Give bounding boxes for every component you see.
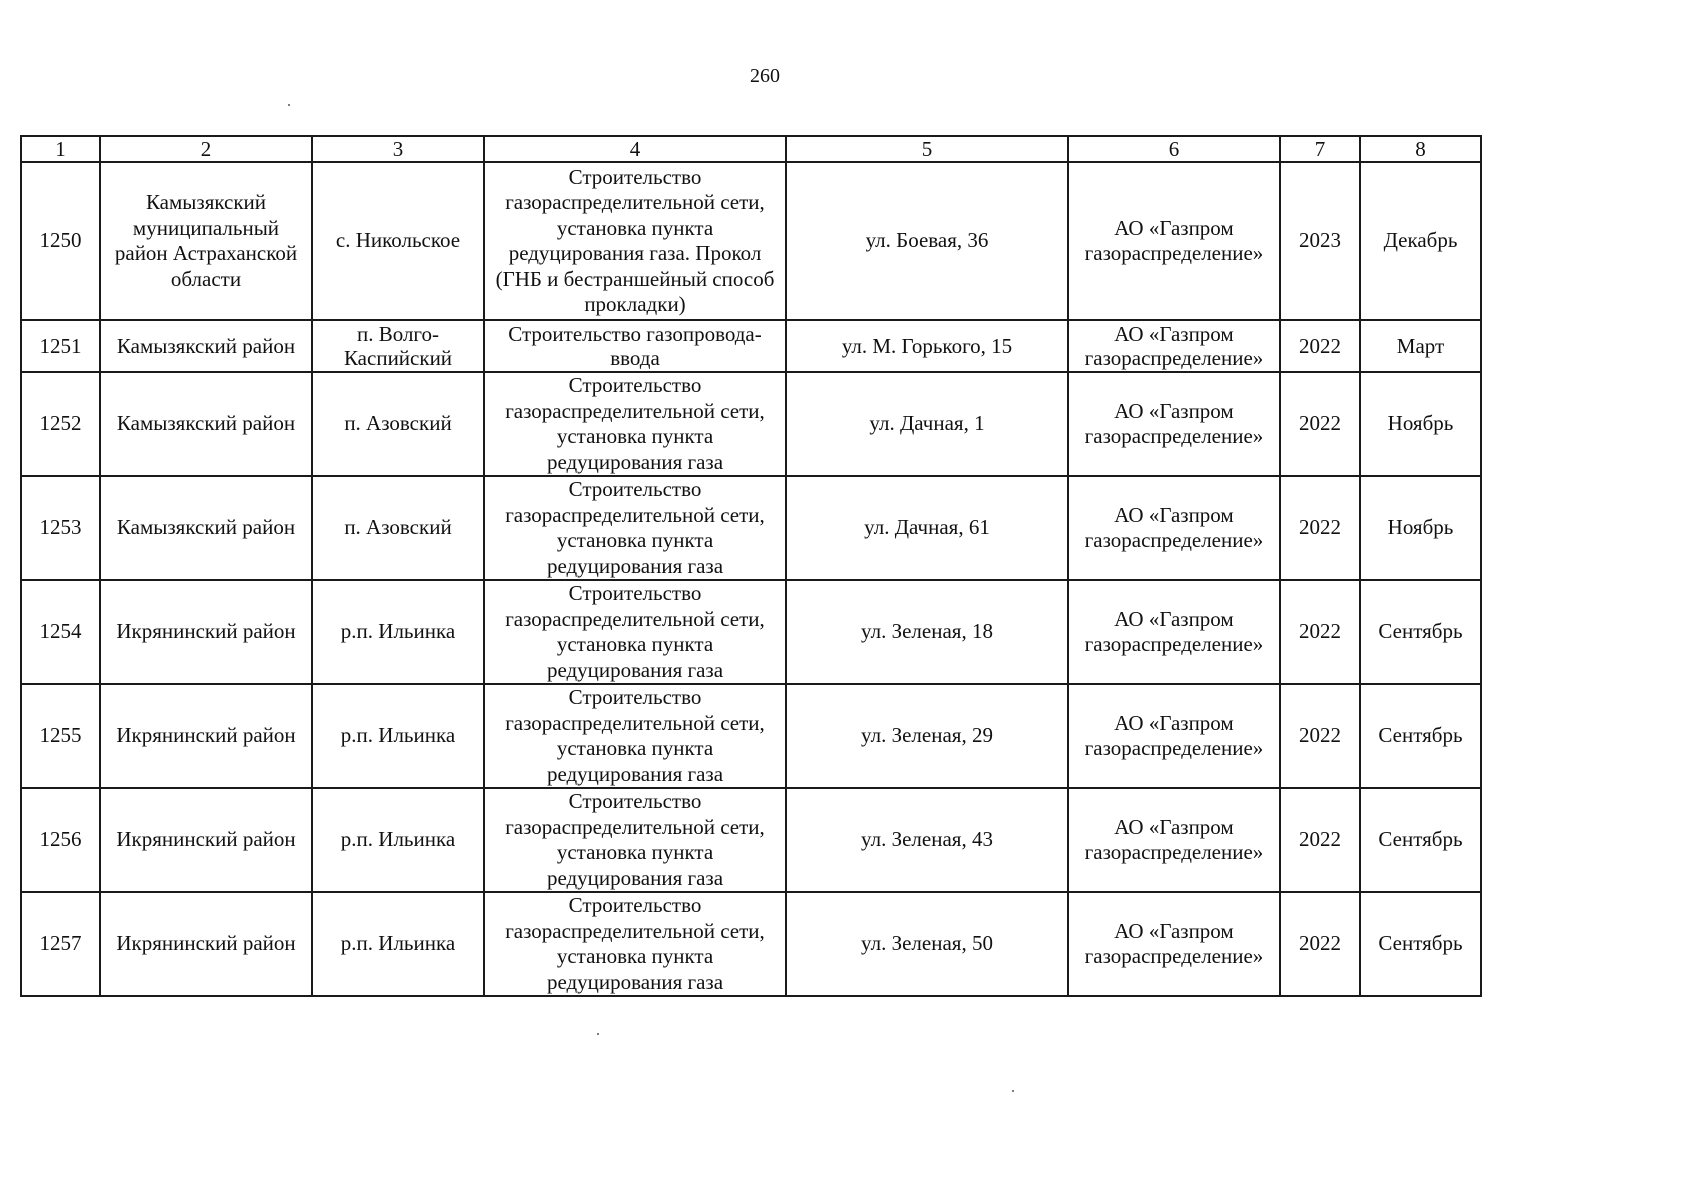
contractor-cell: АО «Газпром газораспределение» [1068,372,1280,476]
page-number: 260 [750,65,780,87]
district-cell: Камызякский муниципальный район Астраханской области [100,162,312,320]
address-cell: ул. Дачная, 61 [786,476,1068,580]
district-cell: Камызякский район [100,476,312,580]
year-cell: 2022 [1280,788,1360,892]
data-table [20,135,1482,997]
row-number-cell: 1254 [21,580,100,684]
column-header: 8 [1360,136,1481,162]
scan-speck [597,1033,599,1035]
row-number-cell: 1250 [21,162,100,320]
work-description-cell: Строительство газораспределительной сети, установка пункта редуцирования газа [484,684,786,788]
row-number-cell: 1251 [21,320,100,372]
table-row [21,320,1481,372]
contractor-cell: АО «Газпром газораспределение» [1068,320,1280,372]
year-cell: 2022 [1280,892,1360,996]
work-description-cell: Строительство газораспределительной сети, установка пункта редуцирования газа [484,788,786,892]
month-cell: Ноябрь [1360,476,1481,580]
year-cell: 2022 [1280,684,1360,788]
table-row [21,580,1481,684]
column-header: 5 [786,136,1068,162]
settlement-cell: п. Азовский [312,476,484,580]
month-cell: Сентябрь [1360,892,1481,996]
settlement-cell: п. Волго-Каспийский [312,320,484,372]
district-cell: Икрянинский район [100,788,312,892]
header-row [21,136,1481,162]
year-cell: 2022 [1280,372,1360,476]
year-cell: 2022 [1280,580,1360,684]
contractor-cell: АО «Газпром газораспределение» [1068,580,1280,684]
address-cell: ул. Зеленая, 50 [786,892,1068,996]
year-cell: 2022 [1280,320,1360,372]
month-cell: Ноябрь [1360,372,1481,476]
table-row [21,684,1481,788]
settlement-cell: р.п. Ильинка [312,580,484,684]
district-cell: Камызякский район [100,372,312,476]
column-header: 2 [100,136,312,162]
row-number-cell: 1253 [21,476,100,580]
month-cell: Сентябрь [1360,684,1481,788]
table-row [21,788,1481,892]
month-cell: Сентябрь [1360,580,1481,684]
scan-speck [1012,1090,1014,1092]
year-cell: 2023 [1280,162,1360,320]
table-row [21,372,1481,476]
table-row [21,892,1481,996]
scan-speck [288,104,290,106]
column-header: 6 [1068,136,1280,162]
address-cell: ул. Зеленая, 18 [786,580,1068,684]
table-row [21,476,1481,580]
work-description-cell: Строительство газораспределительной сети, установка пункта редуцирования газа [484,372,786,476]
table-row [21,162,1481,320]
month-cell: Декабрь [1360,162,1481,320]
work-description-cell: Строительство газораспределительной сети, установка пункта редуцирования газа. Прокол (ГНБ и бестраншейный способ прокладки) [484,162,786,320]
contractor-cell: АО «Газпром газораспределение» [1068,684,1280,788]
contractor-cell: АО «Газпром газораспределение» [1068,162,1280,320]
month-cell: Март [1360,320,1481,372]
work-description-cell: Строительство газораспределительной сети, установка пункта редуцирования газа [484,476,786,580]
address-cell: ул. Зеленая, 29 [786,684,1068,788]
month-cell: Сентябрь [1360,788,1481,892]
column-header: 4 [484,136,786,162]
column-header: 7 [1280,136,1360,162]
settlement-cell: п. Азовский [312,372,484,476]
row-number-cell: 1252 [21,372,100,476]
district-cell: Икрянинский район [100,892,312,996]
address-cell: ул. Дачная, 1 [786,372,1068,476]
row-number-cell: 1256 [21,788,100,892]
address-cell: ул. Боевая, 36 [786,162,1068,320]
settlement-cell: р.п. Ильинка [312,892,484,996]
column-header: 3 [312,136,484,162]
year-cell: 2022 [1280,476,1360,580]
contractor-cell: АО «Газпром газораспределение» [1068,788,1280,892]
work-description-cell: Строительство газораспределительной сети, установка пункта редуцирования газа [484,892,786,996]
row-number-cell: 1255 [21,684,100,788]
row-number-cell: 1257 [21,892,100,996]
address-cell: ул. М. Горького, 15 [786,320,1068,372]
settlement-cell: р.п. Ильинка [312,788,484,892]
address-cell: ул. Зеленая, 43 [786,788,1068,892]
column-header: 1 [21,136,100,162]
work-description-cell: Строительство газораспределительной сети, установка пункта редуцирования газа [484,580,786,684]
district-cell: Икрянинский район [100,684,312,788]
settlement-cell: с. Никольское [312,162,484,320]
contractor-cell: АО «Газпром газораспределение» [1068,476,1280,580]
district-cell: Икрянинский район [100,580,312,684]
contractor-cell: АО «Газпром газораспределение» [1068,892,1280,996]
work-description-cell: Строительство газопровода-ввода [484,320,786,372]
district-cell: Камызякский район [100,320,312,372]
settlement-cell: р.п. Ильинка [312,684,484,788]
